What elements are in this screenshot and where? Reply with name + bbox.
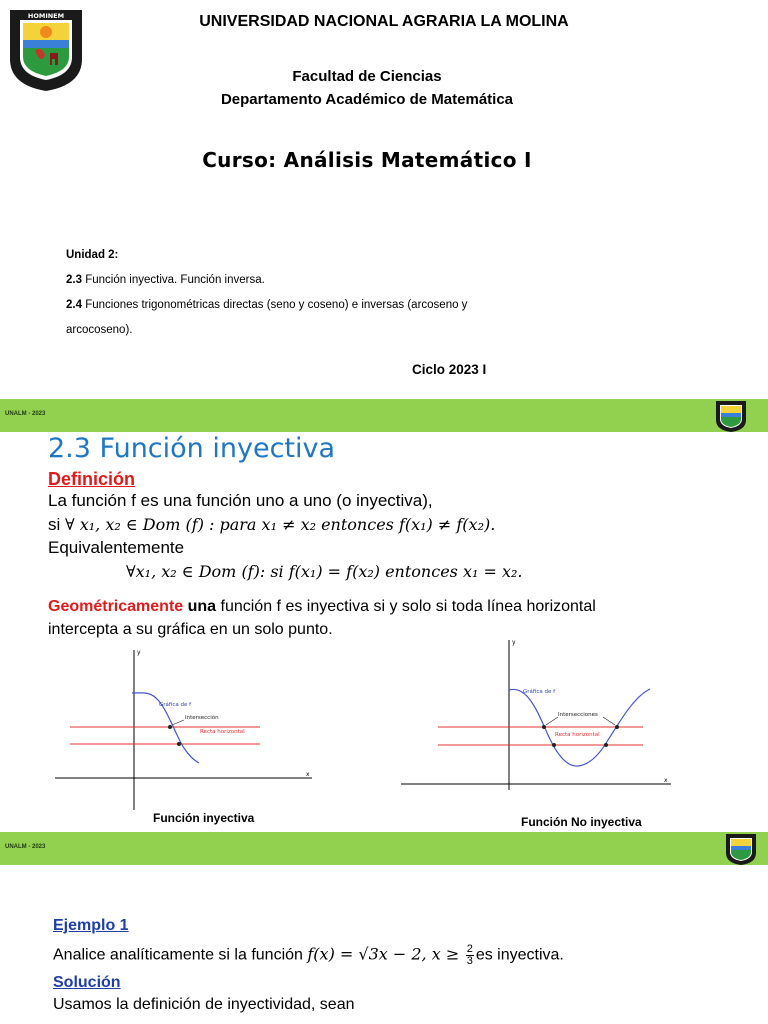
graph1-line-label: Recta horizontal: [200, 729, 245, 735]
footer-label: UNALM - 2023: [5, 411, 46, 417]
graph1-intersection-label: Intersección: [185, 715, 219, 721]
geometric-criterion: Geométricamente una función f es inyectiva si y solo si toda línea horizontal intercepta a su gráfica en un solo punto.: [48, 598, 596, 638]
definition-line-1: La función f es una función uno a uno (o inyectiva),: [48, 491, 433, 510]
unit-label: Unidad 2:: [66, 249, 119, 261]
section-title: 2.3 Función inyectiva: [48, 433, 336, 464]
slide-footer-bar: [0, 399, 768, 432]
cycle-label: Ciclo 2023 I: [412, 362, 487, 377]
definition-heading: Definición: [48, 469, 136, 489]
unit-list: [66, 243, 467, 343]
department-name: Departamento Académico de Matemática: [220, 91, 514, 108]
graph2-x-label: x: [664, 777, 668, 784]
equivalent-condition: ∀x₁, x₂ ∈ Dom (f): si f(x₁) = f(x₂) entonces x₁ = x₂.: [126, 562, 523, 581]
footer-seal-logo: [714, 400, 748, 433]
graph-not-injective: [398, 635, 678, 795]
definition-line-2: si ∀ x₁, x₂ ∈ Dom (f) : para x₁ ≠ x₂ entonces f(x₁) ≠ f(x₂).: [48, 515, 496, 534]
university-name: UNIVERSIDAD NACIONAL AGRARIA LA MOLINA: [199, 13, 569, 30]
graph2-intersection-label: Intersecciones: [558, 712, 598, 718]
faculty-department: [0, 65, 734, 111]
unit-item-2-4-cont: arcocoseno).: [66, 324, 133, 336]
faculty-name: Facultad de Ciencias: [292, 68, 442, 85]
graph2-y-label: y: [512, 639, 516, 646]
solution-heading: Solución: [53, 974, 121, 991]
footer-seal-logo-2: [724, 833, 758, 866]
example-heading: Ejemplo 1: [53, 917, 129, 934]
caption-not-injective: Función No inyectiva: [521, 815, 642, 829]
slide-footer-bar-2: [0, 832, 768, 865]
unit-item-2-4: 2.4 Funciones trigonométricas directas (seno y coseno) e inversas (arcoseno y: [66, 299, 468, 311]
course-title: Curso: Análisis Matemático I: [202, 148, 532, 172]
graph-injective: [50, 645, 320, 815]
solution-text: Usamos la definición de inyectividad, sean: [53, 996, 355, 1013]
unit-item-2-3: 2.3 Función inyectiva. Función inversa.: [66, 274, 265, 286]
graph2-line-label: Recta horizontal: [555, 732, 600, 738]
fraction-two-thirds: $\frac{2}{3}$: [466, 943, 473, 967]
graph1-curve-label: Gráfica de f: [159, 702, 192, 708]
graph1-y-label: y: [137, 649, 141, 656]
example-statement: Analice analíticamente si la función f(x) = √3x − 2, x ≥ $\frac{2}{3}$ es inyectiva.: [53, 943, 564, 967]
svg-text:HOMINEM: HOMINEM: [27, 12, 65, 20]
graph1-x-label: x: [306, 771, 310, 778]
caption-injective: Función inyectiva: [153, 811, 255, 825]
footer-label-2: UNALM - 2023: [5, 844, 46, 850]
graph2-curve-label: Gráfica de f: [523, 689, 556, 695]
equivalently-label: Equivalentemente: [48, 538, 185, 557]
